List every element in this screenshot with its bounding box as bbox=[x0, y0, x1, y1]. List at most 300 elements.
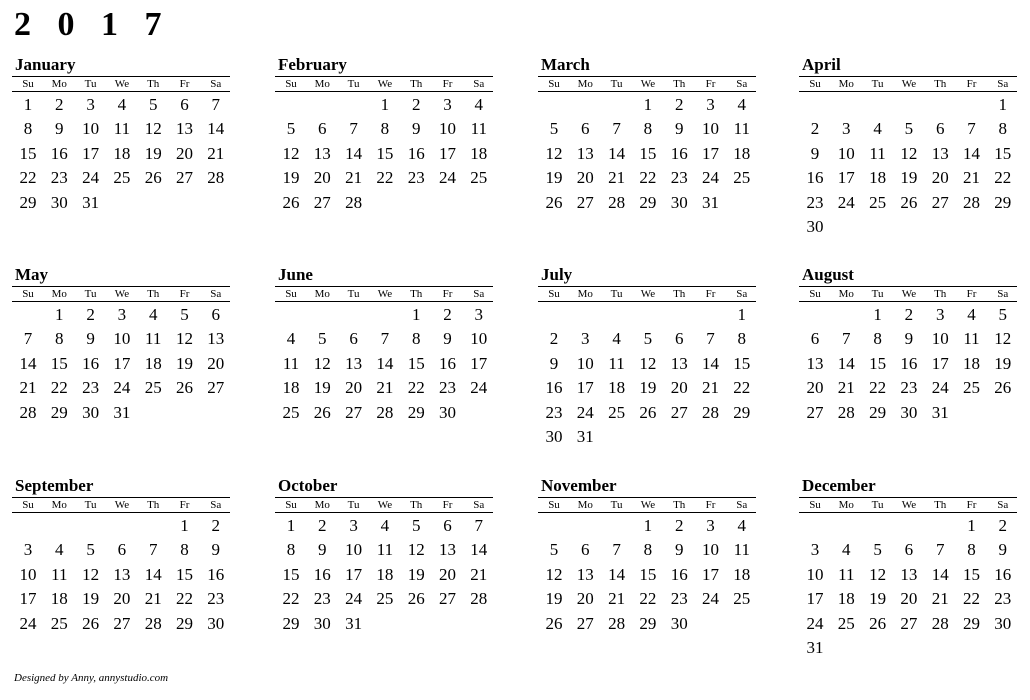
day-cell: 3 bbox=[349, 516, 358, 535]
day-cell: 1 bbox=[873, 305, 882, 324]
day-cell: 14 bbox=[608, 143, 626, 163]
day-cell: 30 bbox=[806, 217, 824, 236]
day-cell: 12 bbox=[407, 540, 425, 560]
day-cell: 26 bbox=[869, 613, 887, 633]
weekday-label: Mo bbox=[51, 78, 67, 90]
day-cell: 28 bbox=[345, 192, 363, 212]
day-cell: 9 bbox=[810, 143, 820, 163]
day-cell: 27 bbox=[670, 402, 688, 422]
weekday-label: Sa bbox=[210, 499, 222, 511]
day-cell: 30 bbox=[670, 192, 688, 212]
day-cell: 31 bbox=[576, 427, 594, 446]
weekday-label: Su bbox=[285, 499, 297, 511]
month-name: October bbox=[278, 476, 338, 495]
day-cell: 23 bbox=[670, 168, 688, 188]
day-cell: 20 bbox=[345, 378, 363, 398]
weekday-header bbox=[538, 497, 756, 513]
weekday-label: Mo bbox=[314, 288, 330, 300]
day-cell: 29 bbox=[639, 613, 657, 633]
day-cell: 16 bbox=[82, 353, 100, 373]
day-cell: 24 bbox=[837, 192, 855, 212]
day-cell: 8 bbox=[737, 329, 747, 349]
weekday-label: Tu bbox=[84, 78, 97, 90]
day-cell: 29 bbox=[994, 192, 1012, 212]
day-cell: 6 bbox=[318, 119, 327, 139]
day-cell: 8 bbox=[643, 119, 653, 139]
day-cell: 13 bbox=[670, 353, 688, 373]
weekday-label: Fr bbox=[179, 499, 190, 511]
weekday-label: Th bbox=[934, 78, 947, 90]
day-cell: 25 bbox=[282, 402, 300, 422]
day-cell: 2 bbox=[674, 516, 684, 535]
day-cell: 28 bbox=[19, 402, 37, 422]
day-cell: 20 bbox=[576, 168, 594, 188]
weekday-label: Sa bbox=[210, 78, 222, 90]
day-cell: 16 bbox=[670, 564, 688, 584]
weekday-label: Tu bbox=[347, 499, 360, 511]
day-cell: 19 bbox=[144, 143, 162, 163]
day-cell: 11 bbox=[869, 143, 886, 163]
day-cell: 4 bbox=[117, 95, 127, 114]
day-cell: 28 bbox=[144, 613, 162, 633]
day-cell: 8 bbox=[380, 119, 390, 139]
day-cell: 10 bbox=[82, 119, 100, 139]
day-cell: 9 bbox=[318, 540, 327, 560]
weekday-label: Sa bbox=[473, 499, 485, 511]
day-cell: 28 bbox=[702, 402, 719, 422]
day-cell: 1 bbox=[180, 516, 189, 535]
day-cell: 14 bbox=[837, 353, 855, 373]
day-cell: 21 bbox=[963, 168, 980, 188]
day-cell: 22 bbox=[50, 378, 68, 398]
day-cell: 27 bbox=[113, 613, 131, 633]
day-cell: 8 bbox=[55, 329, 64, 349]
month-name: May bbox=[15, 265, 49, 284]
day-cell: 6 bbox=[349, 329, 358, 349]
day-cell: 18 bbox=[113, 143, 131, 163]
day-cell: 23 bbox=[82, 378, 100, 398]
day-cell: 3 bbox=[86, 95, 95, 114]
day-cell: 17 bbox=[345, 564, 363, 584]
day-cell: 2 bbox=[211, 516, 221, 535]
day-cell: 14 bbox=[470, 540, 488, 560]
weekday-label: We bbox=[901, 499, 917, 511]
day-cell: 19 bbox=[545, 168, 563, 188]
day-cell: 22 bbox=[282, 589, 300, 609]
day-cell: 22 bbox=[994, 168, 1012, 188]
day-cell: 15 bbox=[639, 143, 657, 163]
weekday-label: Sa bbox=[736, 78, 748, 90]
day-cell: 21 bbox=[19, 378, 37, 398]
weekday-label: Th bbox=[147, 499, 160, 511]
weekday-header bbox=[275, 286, 493, 302]
day-cell: 10 bbox=[576, 353, 594, 373]
day-cell: 30 bbox=[50, 192, 68, 212]
day-cell: 11 bbox=[145, 329, 162, 349]
weekday-label: Sa bbox=[473, 78, 485, 90]
weekday-header bbox=[12, 76, 230, 92]
weekday-label: Su bbox=[285, 78, 297, 90]
day-cell: 13 bbox=[176, 119, 193, 139]
day-cell: 27 bbox=[931, 192, 949, 212]
day-cell: 21 bbox=[376, 378, 394, 398]
day-cell: 8 bbox=[23, 119, 33, 139]
day-cell: 2 bbox=[998, 516, 1008, 535]
day-cell: 11 bbox=[113, 119, 131, 139]
day-cell: 31 bbox=[113, 402, 131, 422]
day-cell: 28 bbox=[608, 613, 626, 633]
weekday-label: We bbox=[377, 499, 393, 511]
weekday-label: Tu bbox=[871, 78, 884, 90]
month-name: January bbox=[15, 55, 76, 74]
weekday-label: Su bbox=[809, 288, 821, 300]
day-cell: 12 bbox=[900, 143, 918, 163]
day-cell: 28 bbox=[837, 402, 855, 422]
day-cell: 16 bbox=[806, 168, 824, 188]
day-cell: 24 bbox=[82, 168, 100, 188]
day-cell: 30 bbox=[439, 402, 456, 422]
day-cell: 11 bbox=[470, 119, 487, 139]
day-cell: 18 bbox=[733, 143, 751, 163]
weekday-label: Fr bbox=[966, 78, 977, 90]
day-cell: 23 bbox=[900, 378, 918, 398]
day-cell: 5 bbox=[549, 540, 559, 560]
day-cell: 27 bbox=[207, 378, 225, 398]
day-cell: 4 bbox=[286, 329, 296, 349]
weekday-header bbox=[538, 286, 756, 302]
weekday-label: Sa bbox=[997, 78, 1009, 90]
weekday-label: Sa bbox=[210, 288, 222, 300]
day-cell: 8 bbox=[998, 119, 1008, 139]
day-cell: 12 bbox=[282, 143, 300, 163]
day-cell: 12 bbox=[144, 119, 162, 139]
day-cell: 23 bbox=[545, 402, 563, 422]
day-cell: 20 bbox=[313, 168, 331, 188]
day-cell: 12 bbox=[639, 353, 657, 373]
day-cell: 18 bbox=[282, 378, 300, 398]
day-cell: 12 bbox=[176, 329, 193, 349]
day-cell: 19 bbox=[994, 353, 1012, 373]
day-cell: 3 bbox=[474, 305, 484, 324]
day-cell: 6 bbox=[581, 540, 590, 560]
day-cell: 14 bbox=[376, 353, 394, 373]
day-cell: 7 bbox=[211, 95, 221, 114]
weekday-label: Su bbox=[548, 78, 560, 90]
day-cell: 1 bbox=[737, 305, 747, 324]
day-cell: 22 bbox=[869, 378, 887, 398]
day-cell: 29 bbox=[869, 402, 887, 422]
weekday-label: Sa bbox=[997, 288, 1009, 300]
day-cell: 15 bbox=[994, 143, 1012, 163]
day-cell: 14 bbox=[19, 353, 37, 373]
day-cell: 25 bbox=[869, 192, 887, 212]
weekday-label: Mo bbox=[838, 78, 854, 90]
day-cell: 29 bbox=[407, 402, 425, 422]
weekday-label: Th bbox=[410, 78, 423, 90]
month-name: September bbox=[15, 476, 94, 495]
day-cell: 6 bbox=[904, 540, 914, 560]
day-cell: 17 bbox=[82, 143, 100, 163]
day-cell: 20 bbox=[576, 589, 594, 609]
day-cell: 30 bbox=[900, 402, 918, 422]
day-cell: 21 bbox=[702, 378, 719, 398]
day-cell: 22 bbox=[407, 378, 425, 398]
day-cell: 7 bbox=[842, 329, 851, 349]
day-cell: 21 bbox=[608, 168, 626, 188]
day-cell: 19 bbox=[82, 589, 100, 609]
day-cell: 19 bbox=[407, 564, 425, 584]
day-cell: 25 bbox=[963, 378, 980, 398]
day-cell: 10 bbox=[931, 329, 949, 349]
day-cell: 15 bbox=[50, 353, 68, 373]
day-cell: 7 bbox=[23, 329, 33, 349]
day-cell: 20 bbox=[176, 143, 193, 163]
day-cell: 27 bbox=[439, 589, 456, 609]
day-cell: 13 bbox=[345, 353, 363, 373]
weekday-label: Su bbox=[809, 78, 821, 90]
day-cell: 27 bbox=[806, 402, 824, 422]
weekday-header bbox=[275, 497, 493, 513]
day-cell: 23 bbox=[207, 589, 225, 609]
day-cell: 26 bbox=[407, 589, 425, 609]
month-name: July bbox=[541, 265, 573, 284]
day-cell: 4 bbox=[842, 540, 851, 560]
day-cell: 5 bbox=[998, 305, 1008, 324]
weekday-label: We bbox=[114, 499, 130, 511]
day-cell: 25 bbox=[837, 613, 855, 633]
day-cell: 24 bbox=[470, 378, 488, 398]
month-name: March bbox=[541, 55, 590, 74]
day-cell: 10 bbox=[702, 540, 719, 560]
weekday-label: Th bbox=[410, 499, 423, 511]
weekday-label: Th bbox=[934, 288, 947, 300]
day-cell: 30 bbox=[670, 613, 688, 633]
day-cell: 11 bbox=[733, 119, 750, 139]
day-cell: 27 bbox=[576, 613, 594, 633]
day-cell: 2 bbox=[55, 95, 64, 114]
weekday-label: Th bbox=[410, 288, 423, 300]
day-cell: 11 bbox=[963, 329, 980, 349]
day-cell: 28 bbox=[963, 192, 980, 212]
day-cell: 16 bbox=[407, 143, 425, 163]
day-cell: 18 bbox=[376, 564, 394, 584]
day-cell: 26 bbox=[313, 402, 331, 422]
day-cell: 28 bbox=[931, 613, 949, 633]
day-cell: 31 bbox=[806, 638, 824, 657]
day-cell: 24 bbox=[702, 168, 719, 188]
day-cell: 4 bbox=[873, 119, 882, 139]
day-cell: 15 bbox=[963, 564, 980, 584]
day-cell: 17 bbox=[702, 143, 719, 163]
day-cell: 26 bbox=[176, 378, 193, 398]
day-cell: 22 bbox=[639, 168, 657, 188]
day-cell: 21 bbox=[837, 378, 855, 398]
day-cell: 13 bbox=[439, 540, 456, 560]
weekday-label: Sa bbox=[736, 499, 748, 511]
day-cell: 9 bbox=[998, 540, 1008, 560]
day-cell: 26 bbox=[639, 402, 657, 422]
day-cell: 9 bbox=[211, 540, 221, 560]
day-cell: 2 bbox=[549, 329, 559, 349]
weekday-label: Fr bbox=[442, 288, 453, 300]
day-cell: 2 bbox=[810, 119, 820, 139]
day-cell: 3 bbox=[810, 540, 820, 560]
day-cell: 25 bbox=[113, 168, 131, 188]
day-cell: 6 bbox=[674, 329, 684, 349]
day-cell: 26 bbox=[545, 613, 563, 633]
day-cell: 29 bbox=[50, 402, 68, 422]
credit-text: Designed by Anny, annystudio.com bbox=[14, 672, 169, 684]
month-name: April bbox=[802, 55, 841, 74]
day-cell: 3 bbox=[842, 119, 851, 139]
day-cell: 6 bbox=[443, 516, 452, 535]
day-cell: 8 bbox=[967, 540, 976, 560]
weekday-label: Th bbox=[673, 288, 686, 300]
day-cell: 9 bbox=[55, 119, 64, 139]
day-cell: 3 bbox=[117, 305, 127, 324]
day-cell: 11 bbox=[51, 564, 68, 584]
day-cell: 4 bbox=[474, 95, 484, 114]
day-cell: 28 bbox=[470, 589, 488, 609]
weekday-label: We bbox=[114, 78, 130, 90]
day-cell: 13 bbox=[313, 143, 331, 163]
month-name: December bbox=[802, 476, 876, 495]
day-cell: 12 bbox=[994, 329, 1012, 349]
weekday-label: Mo bbox=[314, 499, 330, 511]
weekday-label: Mo bbox=[51, 499, 67, 511]
day-cell: 21 bbox=[470, 564, 488, 584]
weekday-label: Fr bbox=[179, 78, 190, 90]
day-cell: 1 bbox=[643, 95, 653, 114]
day-cell: 7 bbox=[706, 329, 715, 349]
day-cell: 24 bbox=[806, 613, 824, 633]
day-cell: 31 bbox=[702, 192, 719, 212]
day-cell: 3 bbox=[706, 95, 715, 114]
day-cell: 14 bbox=[608, 564, 626, 584]
day-cell: 15 bbox=[869, 353, 887, 373]
day-cell: 22 bbox=[176, 589, 193, 609]
day-cell: 19 bbox=[900, 168, 918, 188]
day-cell: 3 bbox=[935, 305, 945, 324]
day-cell: 20 bbox=[670, 378, 688, 398]
day-cell: 24 bbox=[113, 378, 131, 398]
weekday-label: We bbox=[640, 78, 656, 90]
day-cell: 5 bbox=[86, 540, 95, 560]
day-cell: 19 bbox=[869, 589, 887, 609]
day-cell: 4 bbox=[737, 516, 747, 535]
day-cell: 10 bbox=[19, 564, 37, 584]
day-cell: 18 bbox=[837, 589, 855, 609]
day-cell: 26 bbox=[144, 168, 162, 188]
day-cell: 13 bbox=[207, 329, 225, 349]
day-cell: 19 bbox=[545, 589, 563, 609]
day-cell: 29 bbox=[639, 192, 657, 212]
day-cell: 27 bbox=[345, 402, 363, 422]
day-cell: 9 bbox=[904, 329, 914, 349]
weekday-label: Tu bbox=[871, 499, 884, 511]
day-cell: 16 bbox=[313, 564, 331, 584]
day-cell: 12 bbox=[545, 564, 563, 584]
weekday-label: Th bbox=[673, 78, 686, 90]
day-cell: 16 bbox=[50, 143, 68, 163]
day-cell: 11 bbox=[282, 353, 300, 373]
day-cell: 22 bbox=[733, 378, 751, 398]
day-cell: 13 bbox=[113, 564, 131, 584]
day-cell: 24 bbox=[345, 589, 363, 609]
weekday-label: Tu bbox=[610, 78, 623, 90]
day-cell: 15 bbox=[639, 564, 657, 584]
day-cell: 16 bbox=[545, 378, 563, 398]
day-cell: 16 bbox=[207, 564, 225, 584]
weekday-label: Fr bbox=[442, 78, 453, 90]
day-cell: 24 bbox=[19, 613, 37, 633]
weekday-label: Tu bbox=[347, 288, 360, 300]
weekday-label: Su bbox=[285, 288, 297, 300]
day-cell: 18 bbox=[869, 168, 887, 188]
day-cell: 14 bbox=[702, 353, 719, 373]
weekday-header bbox=[12, 286, 230, 302]
month-name: June bbox=[278, 265, 313, 284]
weekday-label: Su bbox=[548, 499, 560, 511]
day-cell: 6 bbox=[581, 119, 590, 139]
weekday-label: Th bbox=[673, 499, 686, 511]
day-cell: 27 bbox=[576, 192, 594, 212]
day-cell: 18 bbox=[963, 353, 980, 373]
day-cell: 23 bbox=[407, 168, 425, 188]
day-cell: 21 bbox=[207, 143, 225, 163]
day-cell: 7 bbox=[380, 329, 390, 349]
day-cell: 29 bbox=[282, 613, 300, 633]
day-cell: 25 bbox=[733, 168, 751, 188]
day-cell: 5 bbox=[873, 540, 882, 560]
weekday-label: Mo bbox=[51, 288, 67, 300]
day-cell: 4 bbox=[612, 329, 621, 349]
day-cell: 13 bbox=[576, 143, 594, 163]
day-cell: 28 bbox=[376, 402, 394, 422]
weekday-header bbox=[799, 286, 1017, 302]
day-cell: 29 bbox=[733, 402, 751, 422]
weekday-header bbox=[12, 497, 230, 513]
day-cell: 24 bbox=[439, 168, 456, 188]
day-cell: 4 bbox=[967, 305, 976, 324]
weekday-label: Tu bbox=[84, 288, 97, 300]
day-cell: 7 bbox=[612, 540, 621, 560]
weekday-label: Su bbox=[22, 288, 34, 300]
day-cell: 5 bbox=[549, 119, 559, 139]
day-cell: 23 bbox=[994, 589, 1012, 609]
day-cell: 24 bbox=[576, 402, 594, 422]
day-cell: 1 bbox=[23, 95, 33, 114]
day-cell: 23 bbox=[806, 192, 824, 212]
day-cell: 9 bbox=[443, 329, 452, 349]
day-cell: 26 bbox=[82, 613, 100, 633]
day-cell: 14 bbox=[931, 564, 949, 584]
day-cell: 11 bbox=[733, 540, 750, 560]
day-cell: 10 bbox=[702, 119, 719, 139]
day-cell: 5 bbox=[286, 119, 296, 139]
day-cell: 16 bbox=[994, 564, 1012, 584]
day-cell: 31 bbox=[931, 402, 949, 422]
day-cell: 3 bbox=[23, 540, 33, 560]
day-cell: 2 bbox=[443, 305, 452, 324]
day-cell: 8 bbox=[286, 540, 296, 560]
day-cell: 12 bbox=[313, 353, 331, 373]
weekday-label: We bbox=[901, 288, 917, 300]
weekday-header bbox=[538, 76, 756, 92]
day-cell: 22 bbox=[963, 589, 980, 609]
day-cell: 16 bbox=[900, 353, 918, 373]
day-cell: 28 bbox=[207, 168, 225, 188]
